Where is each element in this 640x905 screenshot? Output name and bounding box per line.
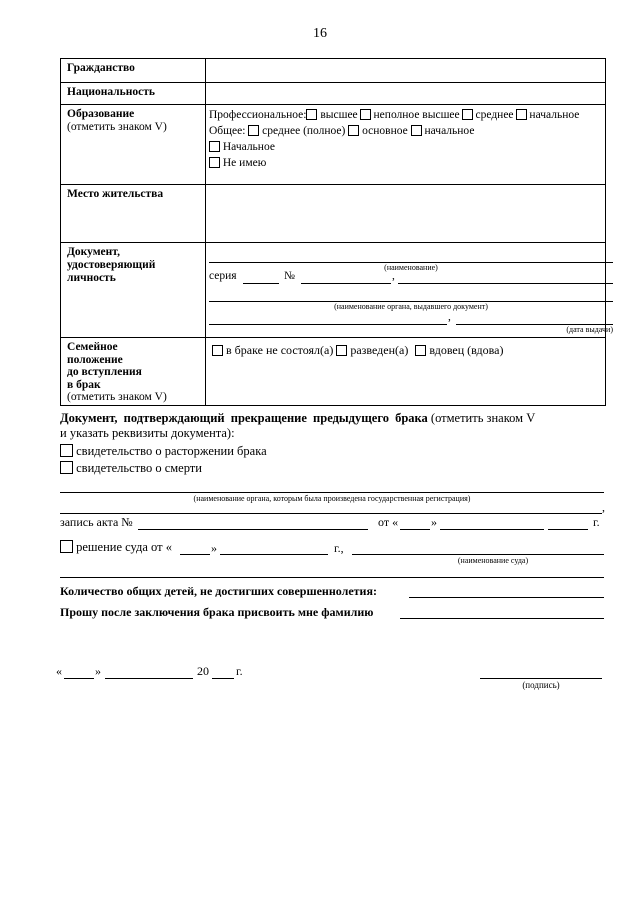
record-month-line[interactable] xyxy=(440,529,544,530)
id-document-label-line1: Документ, xyxy=(67,246,120,258)
quote-close: » xyxy=(431,515,437,529)
option-higher: высшее xyxy=(320,109,358,121)
issue-date-caption: (дата выдачи) xyxy=(566,325,613,334)
checkbox-divorced[interactable] xyxy=(336,345,347,356)
education-note: (отметить знаком V) xyxy=(67,121,167,133)
option-secondary: среднее xyxy=(475,109,514,121)
court-day-line[interactable] xyxy=(180,554,210,555)
option-elementary: Начальное xyxy=(222,141,275,153)
checkbox-court-decision[interactable] xyxy=(60,540,73,553)
record-number-line[interactable] xyxy=(138,529,368,530)
education-label: Образование xyxy=(67,108,135,120)
comma: , xyxy=(392,270,395,282)
marital-note: (отметить знаком V) xyxy=(67,391,167,403)
id-document-label-cell xyxy=(61,243,206,338)
court-year-suffix: г., xyxy=(334,541,344,555)
checkbox-widowed[interactable] xyxy=(415,345,426,356)
surname-label: Прошу после заключения брака присвоить мне фамилию xyxy=(60,605,374,619)
record-day-line[interactable] xyxy=(400,529,430,530)
date-quote-open: « xyxy=(56,664,62,678)
record-label: запись акта № xyxy=(60,515,133,529)
education-general-label: Общее: xyxy=(209,125,246,137)
date-year-line[interactable] xyxy=(212,678,234,679)
termination-heading xyxy=(60,411,608,441)
court-name-line[interactable] xyxy=(352,554,604,555)
checkbox-higher[interactable] xyxy=(306,109,317,120)
checkbox-none[interactable] xyxy=(209,157,220,168)
registrar-caption: (наименование органа, которым была произведена государственная регистрация) xyxy=(193,494,471,503)
id-document-name-caption: (наименование) xyxy=(384,263,438,272)
divorce-certificate-row xyxy=(60,444,267,459)
signature-caption: (подпись) xyxy=(522,680,560,690)
registrar-line-2[interactable] xyxy=(60,513,602,514)
death-certificate-row xyxy=(60,461,202,476)
checkbox-elementary[interactable] xyxy=(209,141,220,152)
education-professional-row xyxy=(209,107,605,123)
residence-field[interactable] xyxy=(206,185,606,243)
children-field[interactable] xyxy=(409,597,604,598)
education-none-row xyxy=(209,155,605,171)
issuer-caption: (наименование органа, выдавшего документ) xyxy=(334,302,488,311)
marital-label-line1: Семейное xyxy=(67,341,118,353)
record-from-label: от « xyxy=(378,515,399,529)
registrar-line[interactable] xyxy=(60,492,604,493)
option-none: Не имею xyxy=(222,157,267,169)
date-year-prefix: 20 xyxy=(197,664,209,678)
education-elementary-row xyxy=(209,139,605,155)
date-quote-close: » xyxy=(95,664,101,678)
comma: , xyxy=(602,500,605,514)
marital-options xyxy=(206,338,606,406)
number-label: № xyxy=(284,270,295,282)
option-divorced: разведен(а) xyxy=(350,343,409,357)
date-day-line[interactable] xyxy=(64,678,94,679)
checkbox-basic[interactable] xyxy=(348,125,359,136)
surname-field[interactable] xyxy=(400,618,604,619)
option-secondary-full: среднее (полное) xyxy=(262,125,346,137)
option-incomplete-higher: неполное высшее xyxy=(373,109,460,121)
quote-close: » xyxy=(211,541,217,555)
option-widowed: вдовец (вдова) xyxy=(429,343,504,357)
id-document-fields xyxy=(206,243,613,338)
termination-heading-note: (отметить знаком V xyxy=(430,411,536,425)
date-year-suffix: г. xyxy=(236,664,243,678)
court-name-line-2[interactable] xyxy=(60,577,604,578)
marital-label-line3: до вступления xyxy=(67,366,142,378)
checkbox-general-primary[interactable] xyxy=(411,125,422,136)
option-never-married: в браке не состоял(а) xyxy=(226,343,334,357)
option-primary: начальное xyxy=(529,109,580,121)
series-label: серия xyxy=(209,270,237,282)
application-form-table xyxy=(60,58,613,406)
year-suffix: г. xyxy=(593,515,600,529)
record-year-line[interactable] xyxy=(548,529,588,530)
death-certificate-label: свидетельство о смерти xyxy=(76,461,202,475)
nationality-label: Национальность xyxy=(61,83,206,105)
checkbox-never-married[interactable] xyxy=(212,345,223,356)
termination-heading-bold: Документ, подтверждающий прекращение предыдущего брака xyxy=(60,411,428,425)
court-month-line[interactable] xyxy=(220,554,328,555)
id-extra-line[interactable] xyxy=(398,283,613,284)
option-general-primary: начальное xyxy=(424,125,475,137)
marital-label-line2: положение xyxy=(67,353,123,366)
citizenship-field[interactable] xyxy=(206,59,606,83)
comma: , xyxy=(448,311,451,323)
education-professional-label: Профессиональное: xyxy=(209,109,307,121)
marital-label-cell xyxy=(61,338,206,406)
checkbox-primary[interactable] xyxy=(516,109,527,120)
id-document-label-line3: личность xyxy=(67,272,116,284)
termination-heading-line2: и указать реквизиты документа): xyxy=(60,426,235,440)
court-decision-label: решение суда от « xyxy=(76,540,172,554)
marital-label-line4: в брак xyxy=(67,378,101,391)
series-line[interactable] xyxy=(243,283,279,284)
education-options xyxy=(206,105,606,185)
children-label: Количество общих детей, не достигших совершеннолетия: xyxy=(60,584,377,598)
signature-line[interactable] xyxy=(480,678,602,679)
id-document-label-line2: удостоверяющий xyxy=(67,259,156,271)
residence-label: Место жительства xyxy=(61,185,206,243)
court-decision-row xyxy=(60,540,172,555)
education-label-cell xyxy=(61,105,206,185)
page-number: 16 xyxy=(313,26,327,41)
nationality-field[interactable] xyxy=(206,83,606,105)
date-month-line[interactable] xyxy=(105,678,193,679)
checkbox-incomplete-higher[interactable] xyxy=(360,109,371,120)
court-name-caption: (наименование суда) xyxy=(457,556,529,565)
checkbox-secondary-full[interactable] xyxy=(248,125,259,136)
divorce-certificate-label: свидетельство о расторжении брака xyxy=(76,444,267,458)
checkbox-death-certificate[interactable] xyxy=(60,461,73,474)
education-general-row xyxy=(209,123,605,139)
citizenship-label: Гражданство xyxy=(61,59,206,83)
checkbox-divorce-certificate[interactable] xyxy=(60,444,73,457)
checkbox-secondary[interactable] xyxy=(462,109,473,120)
number-line[interactable] xyxy=(301,283,391,284)
issuer-line-2[interactable] xyxy=(209,324,447,325)
option-basic: основное xyxy=(362,125,408,137)
